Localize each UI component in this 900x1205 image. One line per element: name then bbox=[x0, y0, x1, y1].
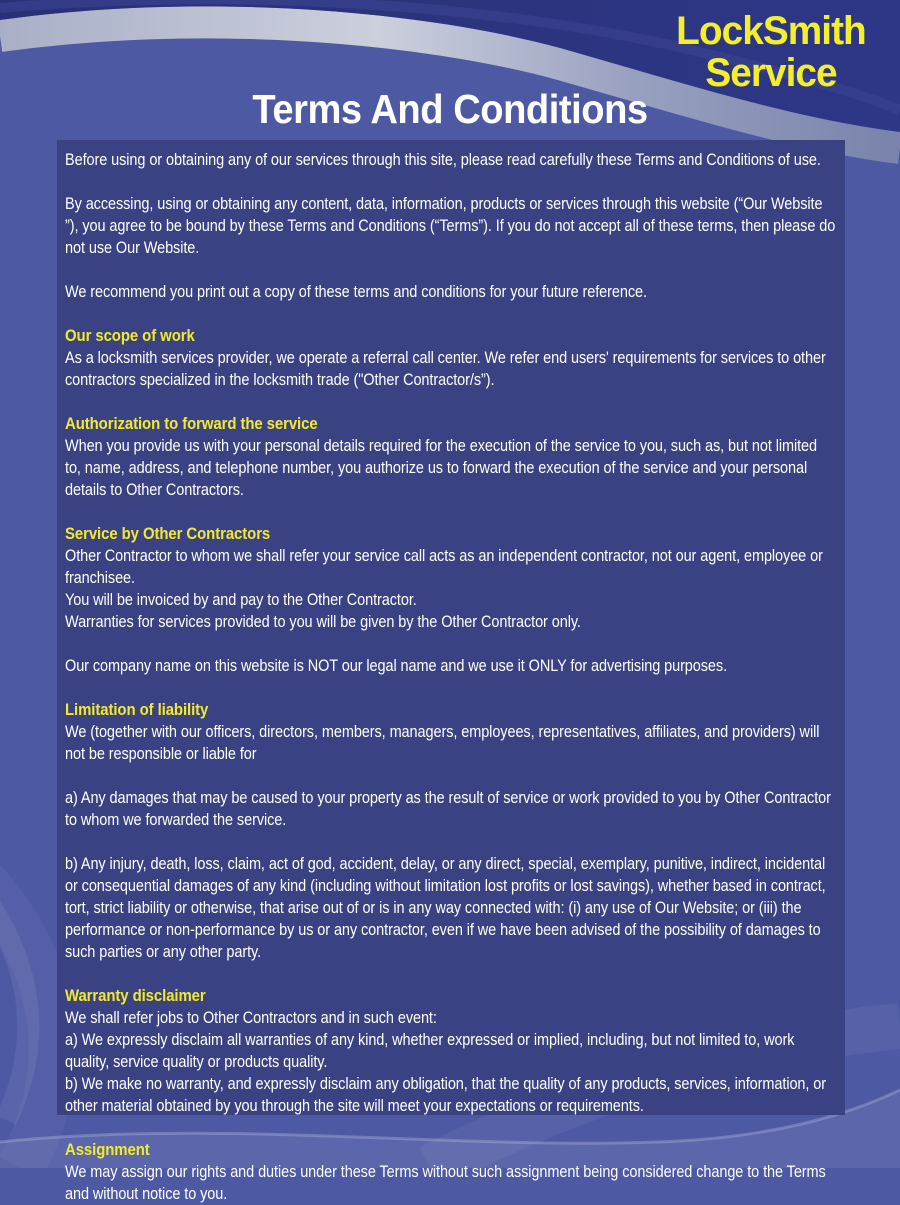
section-heading: Limitation of liability bbox=[65, 700, 209, 719]
terms-text: Warranties for services provided to you will be given by the Other Contractor only. bbox=[65, 613, 581, 631]
section-heading: Assignment bbox=[65, 1140, 150, 1159]
terms-text: We shall refer jobs to Other Contractors and in such event: bbox=[65, 1009, 437, 1027]
page-title: Terms And Conditions bbox=[252, 86, 648, 132]
terms-panel bbox=[57, 140, 845, 1203]
logo[interactable] bbox=[665, 10, 876, 95]
logo-line1: LockSmith bbox=[676, 9, 866, 53]
terms-text: By accessing, using or obtaining any content, data, information, products or services through this website (“Our Website ”), you agree to be bound by these Terms and Conditions (“Terms”). If you do not accept all of these terms, then please do not use Our Website. bbox=[65, 195, 836, 257]
terms-text: You will be invoiced by and pay to the Other Contractor. bbox=[65, 591, 417, 609]
terms-text: a) We expressly disclaim all warranties of any kind, whether expressed or implied, including, but not limited to, work quality, service quality or products quality. bbox=[65, 1031, 795, 1071]
section-heading: Warranty disclaimer bbox=[65, 986, 206, 1005]
terms-text: We (together with our officers, directors, members, managers, employees, representatives, affiliates, and providers) will not be responsible or liable for bbox=[65, 723, 820, 763]
terms-text: We recommend you print out a copy of these terms and conditions for your future reference. bbox=[65, 283, 647, 301]
terms-text: We may assign our rights and duties under these Terms without such assignment being considered change to the Terms and without notice to you. bbox=[65, 1163, 826, 1203]
terms-text: When you provide us with your personal details required for the execution of the service to you, such as, but not limited to, name, address, and telephone number, you authorize us to forward the execution of the service and your personal details to Other Contractors. bbox=[65, 437, 818, 499]
section-heading: Our scope of work bbox=[65, 326, 195, 345]
terms-text: Other Contractor to whom we shall refer your service call acts as an independent contractor, not our agent, employee or franchisee. bbox=[65, 547, 823, 587]
terms-text: As a locksmith services provider, we operate a referral call center. We refer end users' requirements for services to other contractors specialized in the locksmith trade ("Other Contractor/s”). bbox=[65, 349, 826, 389]
terms-text: Before using or obtaining any of our services through this site, please read carefully these Terms and Conditions of use. bbox=[65, 151, 821, 169]
section-heading: Authorization to forward the service bbox=[65, 414, 318, 433]
terms-text: a) Any damages that may be caused to your property as the result of service or work provided to you by Other Contractor to whom we forwarded the service. bbox=[65, 789, 831, 829]
terms-text: b) We make no warranty, and expressly disclaim any obligation, that the quality of any products, services, information, or other material obtained by you through the site will meet your expectations or requirements. bbox=[65, 1075, 827, 1115]
section-heading: Service by Other Contractors bbox=[65, 524, 271, 543]
terms-text: Our company name on this website is NOT our legal name and we use it ONLY for advertising purposes. bbox=[65, 657, 728, 675]
terms-text: b) Any injury, death, loss, claim, act of god, accident, delay, or any direct, special, exemplary, punitive, indirect, incidental or consequential damages of any kind (including without limitation lost profits or lost savings), whether based in contract, tort, strict liability or otherwise, that arise out of or is in any way connected with: (i) any use of Our Website; or (iii) the performance or non-performance by us or any contractor, even if we have been advised of the possibility of damages to such parties or any other party. bbox=[65, 855, 826, 961]
terms-content bbox=[65, 149, 837, 1205]
logo-line2: Service bbox=[705, 51, 837, 96]
